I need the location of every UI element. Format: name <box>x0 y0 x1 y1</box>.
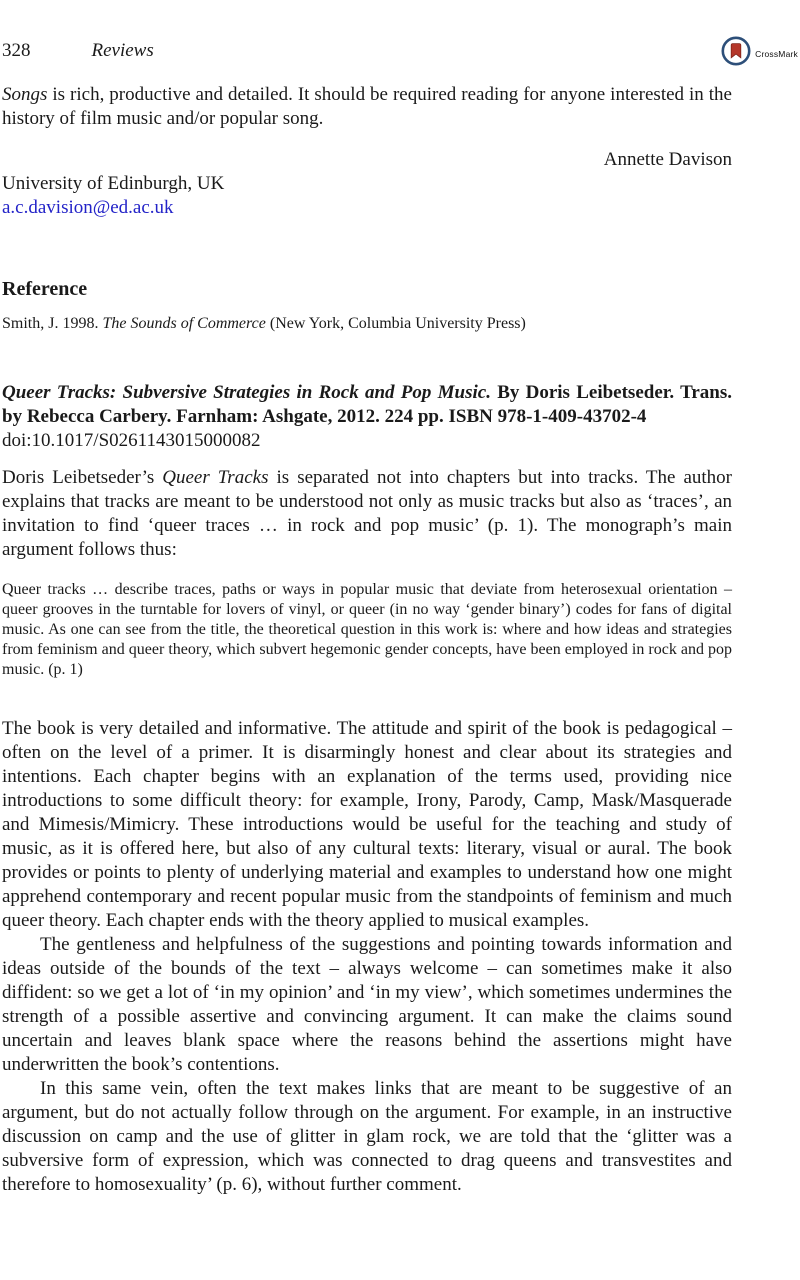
crossmark-label: CrossMark <box>755 49 798 59</box>
previous-book-title-italic: Songs <box>2 84 48 105</box>
reference-heading: Reference <box>2 278 88 300</box>
reference-entry-publisher: (New York, Columbia University Press) <box>265 315 526 332</box>
page-number: 328 <box>2 40 31 61</box>
journal-page <box>2 39 732 1197</box>
previous-review-text: is rich, productive and detailed. It should be required reading for anyone interested in the history of film music and/or popular song. <box>2 84 732 129</box>
review-paragraph-3: In this same vein, often the text makes links that are meant to be suggestive of an argument, but do not actually follow through on the argument. For example, in an instructive discussion on camp and the use of glitter in glam rock, we are told that the ‘glitter was a subversive form of expression, which was connected to drag queens and transvestites and therefore to homosexuality’ (p. 6), without further comment. <box>2 1078 732 1195</box>
intro-pre-text: Doris Leibetseder’s <box>2 467 163 488</box>
reviewer-name: Annette Davison <box>603 149 732 170</box>
reviewed-book-title-italic: Queer Tracks <box>162 467 269 488</box>
review-paragraph-2: The gentleness and helpfulness of the suggestions and pointing towards information and ideas outside of the bounds of the text – always welcome – can sometimes make it also diffident: so we get a lot of ‘in my opinion’ and ‘in my view’, which sometimes undermines the strength of a possible assertive and convincing argument. It can make the claims sound uncertain and leaves blank space where the reasons behind the assertions might have underwritten the book’s contentions. <box>2 934 732 1075</box>
crossmark-badge[interactable] <box>721 35 798 67</box>
reference-entry-author-year: Smith, J. 1998. <box>2 315 103 332</box>
previous-review-closing-paragraph <box>2 83 732 131</box>
reviewer-signature <box>2 148 732 220</box>
intro-post-text: is separated not into chapters but into tracks. The author explains that tracks are meant to be understood not only as music tracks but also as ‘traces’, an invitation to find ‘queer traces … in rock and pop music’ (p. 1). The monograph’s main argument follows thus: <box>2 467 732 560</box>
review-body <box>2 717 732 1197</box>
review-intro-paragraph <box>2 466 732 562</box>
block-quote: Queer tracks … describe traces, paths or ways in popular music that deviate from heterosexual orientation – queer grooves in the turntable for lovers of vinyl, or queer (in no way ‘gender binary’) codes for fans of digital music. As one can see from the title, the theoretical question in this work is: where and how ideas and strategies from feminism and queer theory, which subvert hegemonic gender concepts, have been employed in rock and pop music. (p. 1) <box>2 581 732 678</box>
running-head-section: Reviews <box>91 40 154 61</box>
review-book-publication-details: By Doris Leibetseder. Trans. by Rebecca Carbery. Farnham: Ashgate, 2012. 224 pp. ISBN 978-1-409-43702-4 <box>2 382 732 427</box>
reviewer-affiliation: University of Edinburgh, UK <box>2 173 225 194</box>
running-head <box>2 39 732 63</box>
review-book-heading <box>2 381 732 453</box>
review-paragraph-1: The book is very detailed and informative. The attitude and spirit of the book is pedagogical – often on the level of a primer. It is disarmingly honest and clear about its strategies and intentions. Each chapter begins with an explanation of the terms used, providing nice introductions to some difficult theory: for example, Irony, Parody, Camp, Mask/Masquerade and Mimesis/Mimicry. These introductions would be useful for the teaching and study of music, as it is offered here, but also of any cultural texts: literary, visual or aural. The book provides or points to plenty of underlying material and examples to understand how one might apprehend contemporary and recent popular music from the standpoints of feminism and much queer theory. Each chapter ends with the theory applied to musical examples. <box>2 718 732 931</box>
doi: doi:10.1017/S0261143015000082 <box>2 430 261 451</box>
reference-entry <box>2 314 732 334</box>
reference-entry-book-title-italic: The Sounds of Commerce <box>102 315 266 332</box>
review-book-title-italic: Queer Tracks: Subversive Strategies in Rock and Pop Music. <box>2 382 491 403</box>
reviewer-email-link[interactable]: a.c.davision@ed.ac.uk <box>2 197 174 218</box>
crossmark-icon <box>721 35 751 67</box>
